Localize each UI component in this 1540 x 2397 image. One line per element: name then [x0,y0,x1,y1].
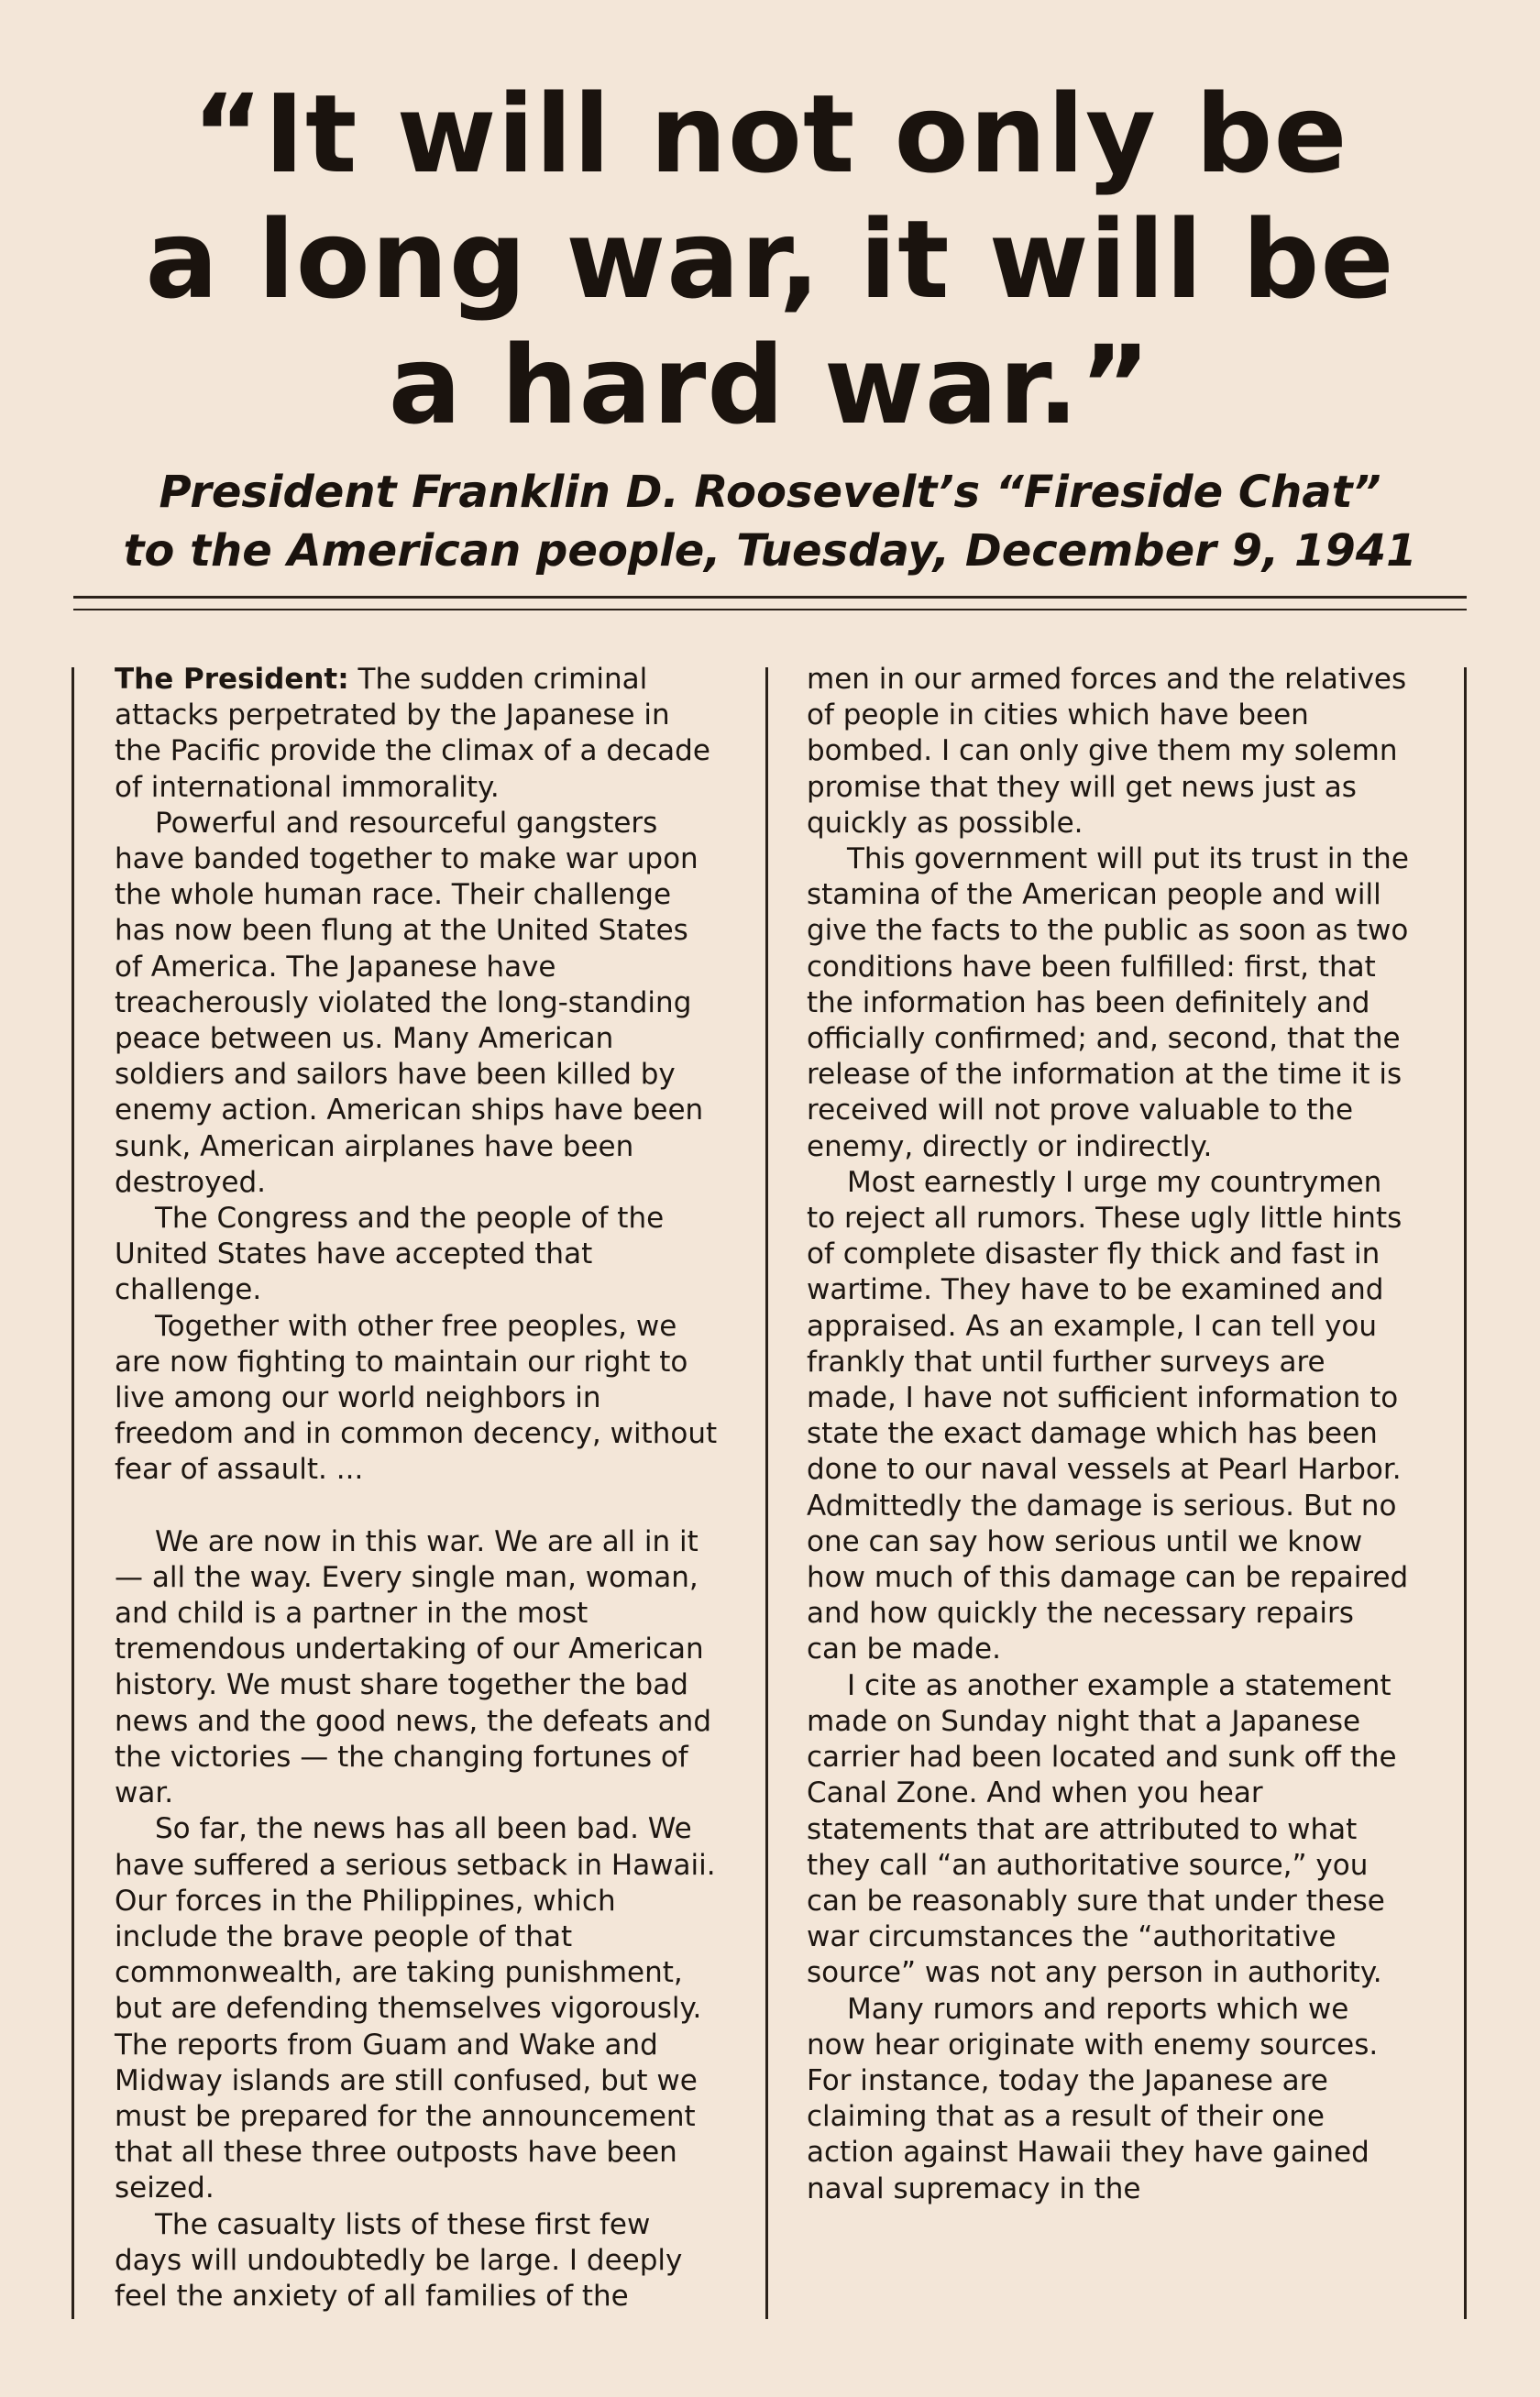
paragraph: I cite as another example a statement made on Sunday night that a Japanese carrier had been located and sunk off the Canal Zone. And when you hear statements that are attributed to what they call “an authoritative source,” you can be reasonably sure that under these war circumstances the “authoritative source” was not any person in authority. [807,1668,1397,1990]
text-column-right [807,662,1412,2207]
divider-rule-bottom [73,609,1467,610]
speaker-label: The President: [115,663,349,696]
subheading-line-2: to the American people, Tuesday, December 9, 1941 [123,525,1417,577]
divider-rule-top [73,596,1467,599]
column-border-middle [765,667,768,2319]
text-column-left [115,662,720,2315]
paragraph: men in our armed forces and the relatives of people in cities which have been bombed. I can only give them my solemn promise that they will get news just as quickly as possible. [807,663,1407,840]
paragraph: The Congress and the people of the United States have accepted that challenge. [115,1202,665,1307]
column-border-right [1464,667,1467,2319]
headline-line-2: a long war, it will be [145,196,1395,323]
paragraph: Together with other free peoples, we are now fighting to maintain our right to live among our world neighbors in freedom and in common decency, without fear of assault. ... [115,1309,718,1487]
subheading-line-1: President Franklin D. Roosevelt’s “Fireside Chat” [159,467,1381,518]
headline-line-1: “It will not only be [192,71,1348,197]
paragraph-text: The sudden criminal attacks perpetrated by the Japanese in the Pacific provide the climax of a decade of international immorality. [115,663,710,804]
headline-line-3: a hard war.” [388,322,1152,448]
column-border-left [72,667,74,2319]
paragraph: Powerful and resourceful gangsters have banded together to make war upon the whole human race. Their challenge has now been flung at the United States of America. The Japanese have treacherously violated the long-standing peace between us. Many American soldiers and sailors have been killed by enemy action. American ships have been sunk, American airplanes have been destroyed. [115,806,704,1199]
paragraph: Most earnestly I urge my countrymen to reject all rumors. These ugly little hints of complete disaster fly thick and fast in wartime. They have to be examined and appraised. As an example, I can tell you frankly that until further surveys are made, I have not sufficient information to state the exact damage which has been done to our naval vessels at Pearl Harbor. Admittedly the damage is serious. But no one can say how serious until we know how much of this damage can be repaired and how quickly the necessary repairs can be made. [807,1165,1409,1666]
paragraph: So far, the news has all been bad. We have suffered a serious setback in Hawaii. Our forces in the Philippines, which include the brave people of that commonwealth, are taking punishment, but are defending themselves vigorously. The reports from Guam and Wake and Midway islands are still confused, but we must be prepared for the announcement that all these three outposts have been seized. [115,1812,716,2205]
headline-quote [73,71,1467,448]
subheading-attribution [73,463,1467,580]
paragraph: The casualty lists of these first few days will undoubtedly be large. I deeply feel the anxiety of all families of the [115,2207,683,2313]
paragraph: This government will put its trust in the stamina of the American people and will give the facts to the public as soon as two conditions have been fulfilled: first, that the information has been definitely and officially confirmed; and, second, that the release of the information at the time it is received will not prove valuable to the enemy, directly or indirectly. [807,842,1409,1163]
paragraph: Many rumors and reports which we now hear originate with enemy sources. For instance, today the Japanese are claiming that as a result of their one action against Hawaii they have gained naval supremacy in the [807,1992,1379,2205]
paragraph [115,662,720,806]
paragraph: We are now in this war. We are all in it — all the way. Every single man, woman, and child is a partner in the most tremendous undertaking of our American history. We must share together the bad news and the good news, the defeats and the victories — the changing fortunes of war. [115,1524,711,1810]
